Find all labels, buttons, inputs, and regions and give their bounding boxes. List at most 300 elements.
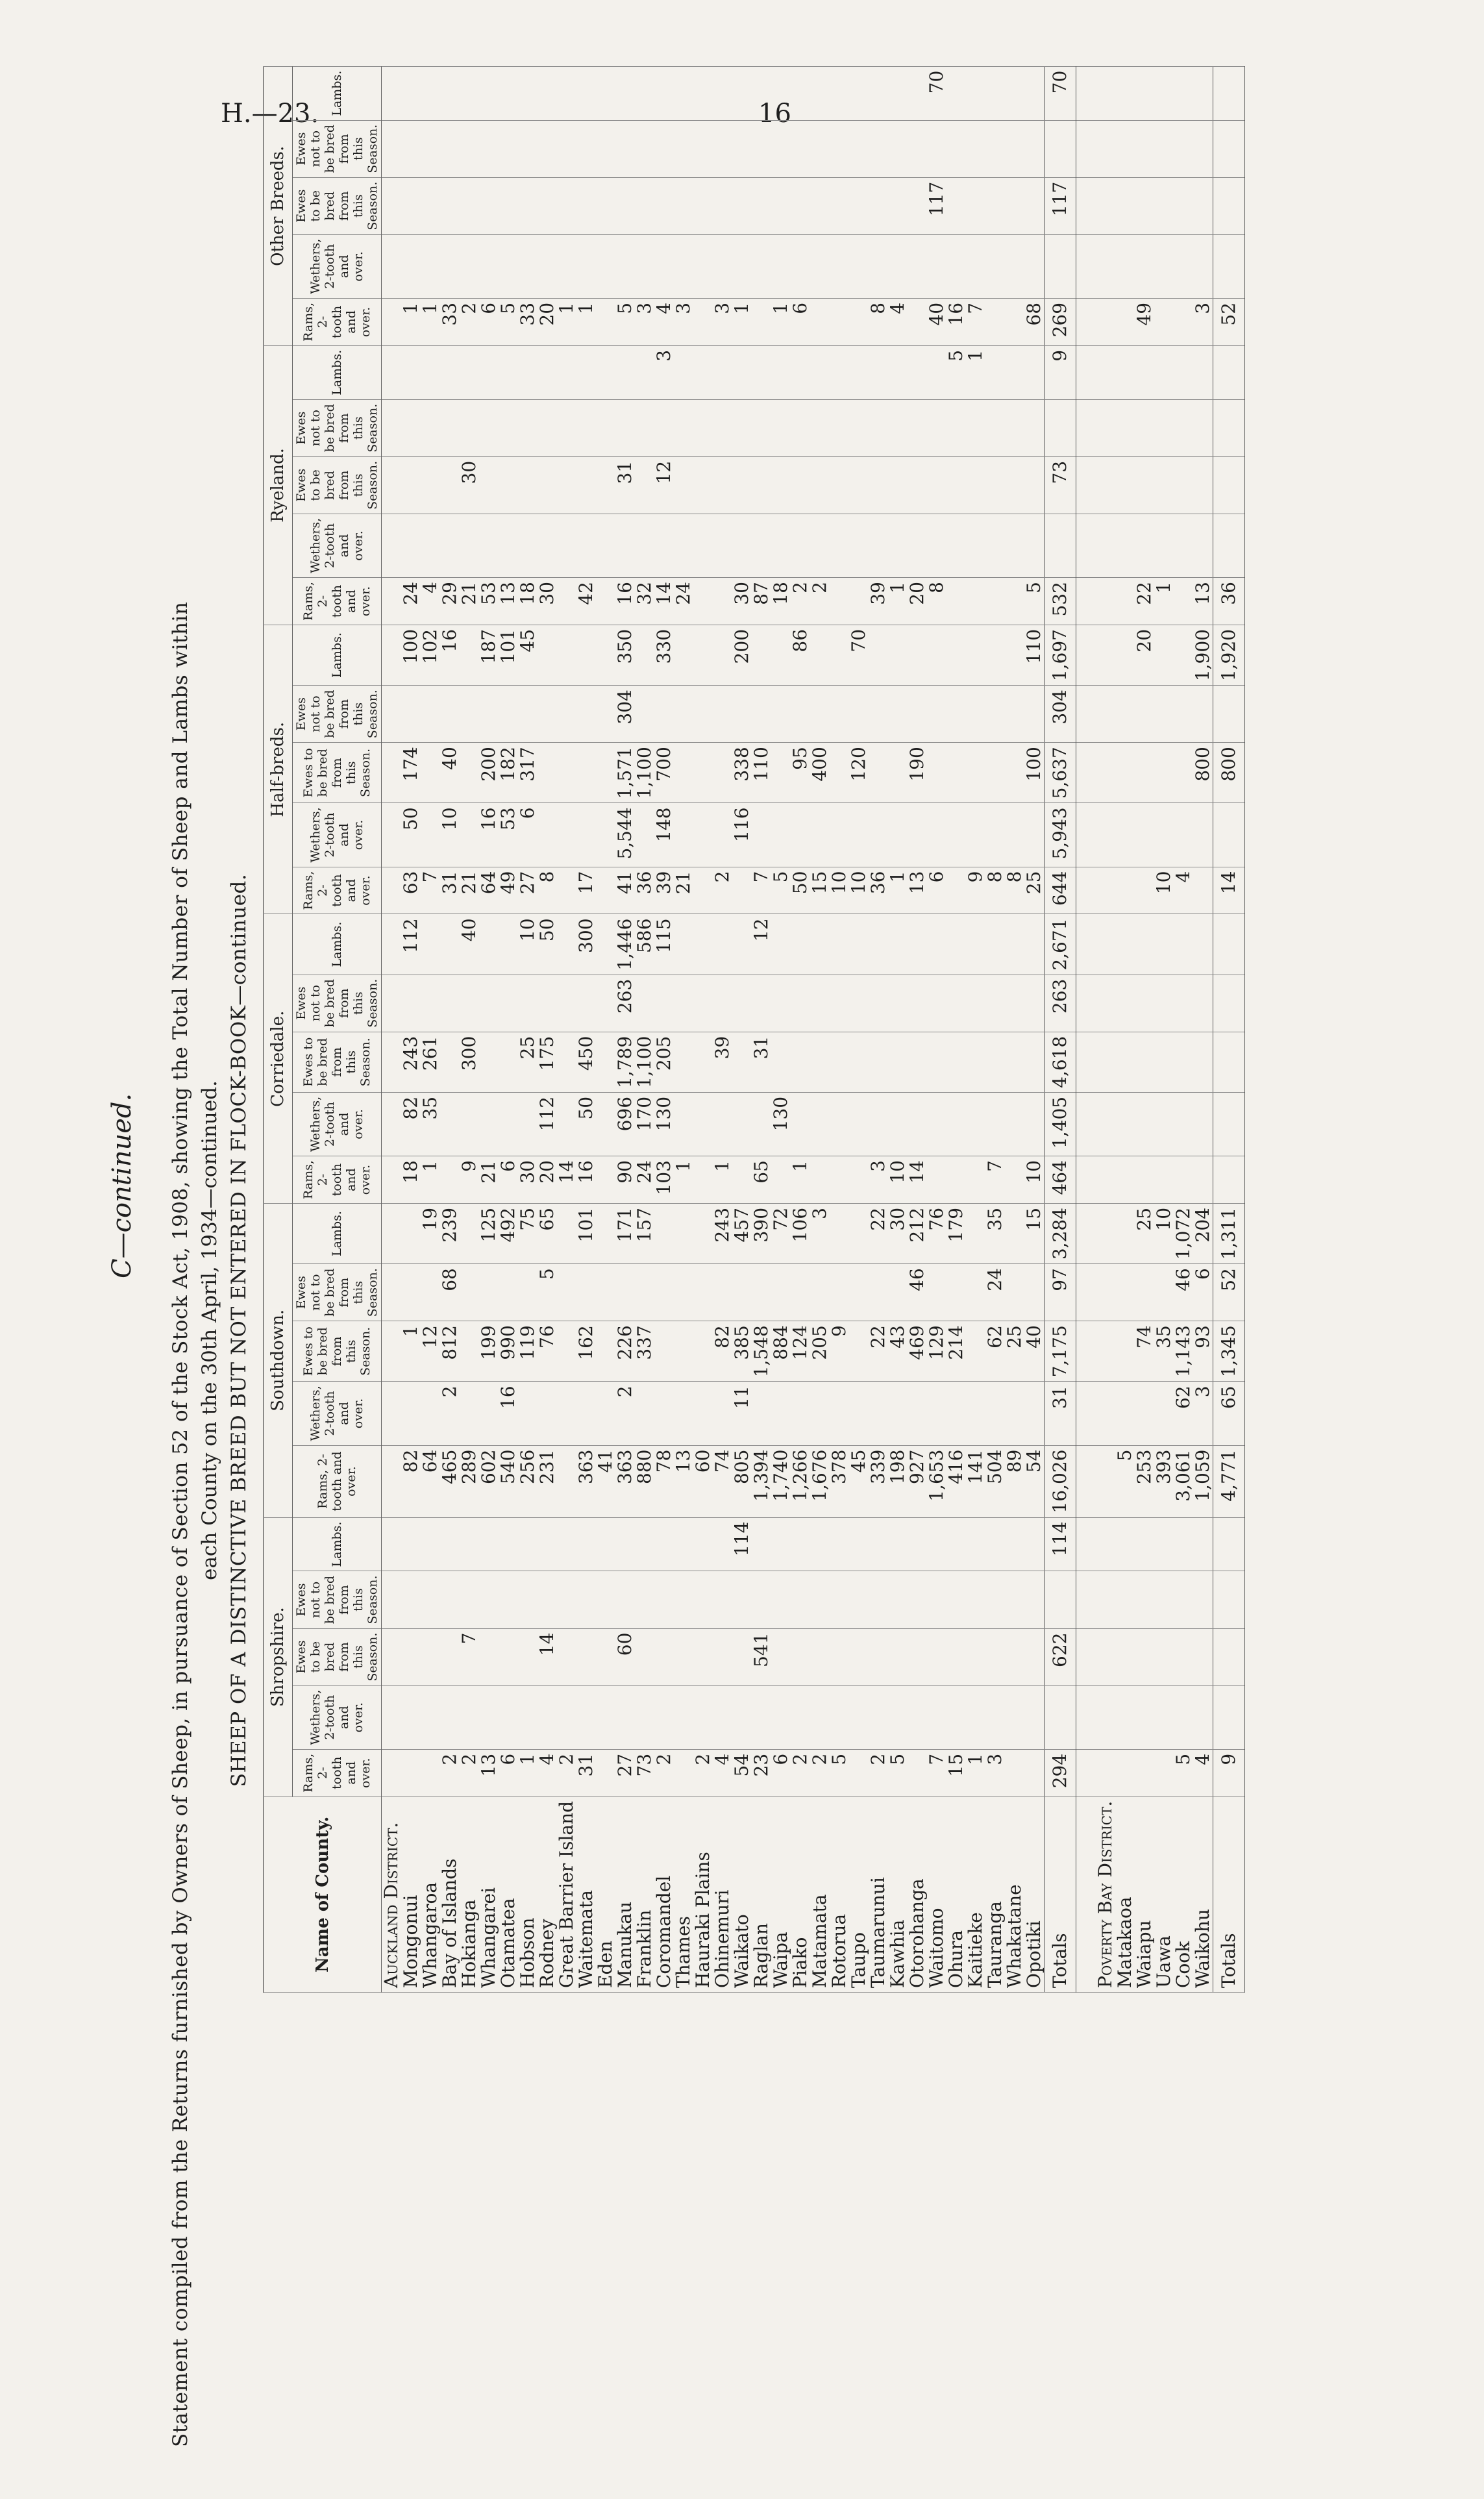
table-cell bbox=[732, 1264, 752, 1321]
table-cell bbox=[791, 234, 810, 298]
table-cell bbox=[1135, 914, 1154, 975]
table-cell bbox=[615, 66, 635, 120]
table-cell: 40 bbox=[460, 914, 479, 975]
table-cell bbox=[557, 1685, 576, 1749]
table-cell bbox=[1135, 1264, 1154, 1321]
table-cell bbox=[440, 514, 460, 577]
table-cell: 16 bbox=[615, 578, 635, 625]
table-cell bbox=[382, 1749, 402, 1797]
table-cell bbox=[596, 298, 615, 345]
table-cell bbox=[1024, 514, 1045, 577]
table-cell: 2 bbox=[440, 1382, 460, 1445]
table-cell bbox=[810, 1685, 830, 1749]
table-cell bbox=[1024, 1032, 1045, 1092]
table-cell bbox=[635, 120, 654, 177]
table-cell bbox=[1005, 1203, 1024, 1263]
table-cell bbox=[674, 1321, 693, 1382]
totals-cell bbox=[1045, 399, 1076, 456]
breed-header: Southdown. bbox=[264, 1203, 293, 1517]
table-cell bbox=[557, 399, 576, 456]
table-cell: 60 bbox=[615, 1628, 635, 1685]
column-subheader: Ewes to be bred from this Season. bbox=[293, 1321, 382, 1382]
column-subheader: Ewes to be bred from this Season. bbox=[293, 456, 382, 514]
table-cell bbox=[752, 234, 771, 298]
table-cell: 6 bbox=[518, 803, 538, 867]
table-cell bbox=[946, 1628, 966, 1685]
table-cell bbox=[985, 234, 1005, 298]
table-cell bbox=[1024, 1571, 1045, 1628]
table-cell bbox=[1024, 234, 1045, 298]
table-cell bbox=[946, 120, 966, 177]
table-cell: 4 bbox=[421, 578, 440, 625]
table-cell bbox=[654, 1517, 674, 1571]
table-cell bbox=[908, 66, 927, 120]
table-cell bbox=[635, 1571, 654, 1628]
table-cell: 31 bbox=[615, 456, 635, 514]
table-cell bbox=[460, 1571, 479, 1628]
table-cell bbox=[1174, 625, 1193, 685]
county-name: Raglan bbox=[752, 1797, 771, 1992]
table-cell: 78 bbox=[654, 1445, 674, 1517]
totals-cell bbox=[1213, 1517, 1245, 1571]
table-cell bbox=[693, 177, 713, 234]
table-cell bbox=[596, 1203, 615, 1263]
table-cell bbox=[693, 234, 713, 298]
table-cell bbox=[421, 1628, 440, 1685]
table-cell: 8 bbox=[869, 298, 888, 345]
table-cell bbox=[810, 975, 830, 1032]
table-cell bbox=[791, 1628, 810, 1685]
table-cell bbox=[966, 1203, 985, 1263]
table-cell: 10 bbox=[518, 914, 538, 975]
table-cell bbox=[1005, 1571, 1024, 1628]
table-cell bbox=[1115, 686, 1135, 743]
table-cell bbox=[401, 1571, 421, 1628]
breed-header: Ryeland. bbox=[264, 345, 293, 625]
table-cell bbox=[888, 1685, 908, 1749]
table-cell bbox=[421, 1571, 440, 1628]
totals-label: Totals bbox=[1045, 1797, 1076, 1992]
table-cell bbox=[1174, 456, 1193, 514]
table-cell bbox=[460, 66, 479, 120]
county-name: Manukau bbox=[615, 1797, 635, 1992]
table-cell bbox=[1005, 177, 1024, 234]
table-cell: 30 bbox=[732, 578, 752, 625]
table-cell bbox=[401, 1264, 421, 1321]
table-row bbox=[615, 66, 635, 1992]
table-cell: 10 bbox=[440, 803, 460, 867]
table-cell bbox=[1005, 1264, 1024, 1321]
table-cell bbox=[654, 1628, 674, 1685]
table-cell: 101 bbox=[499, 625, 518, 685]
table-cell bbox=[421, 66, 440, 120]
table-cell: 363 bbox=[576, 1445, 596, 1517]
table-cell bbox=[615, 514, 635, 577]
table-cell bbox=[1024, 177, 1045, 234]
table-cell bbox=[830, 298, 849, 345]
table-cell bbox=[713, 456, 732, 514]
table-cell: 330 bbox=[654, 625, 674, 685]
table-cell bbox=[966, 1628, 985, 1685]
table-cell: 696 bbox=[615, 1092, 635, 1156]
table-cell bbox=[1076, 66, 1096, 120]
table-cell bbox=[596, 914, 615, 975]
table-row bbox=[732, 66, 752, 1992]
table-cell bbox=[927, 1156, 946, 1204]
table-cell bbox=[908, 120, 927, 177]
table-cell bbox=[557, 1321, 576, 1382]
table-cell: 5 bbox=[499, 298, 518, 345]
county-column-header: Name of County. bbox=[264, 1797, 382, 1992]
table-cell: 10 bbox=[830, 867, 849, 914]
table-cell bbox=[596, 625, 615, 685]
table-cell: 1,789 bbox=[615, 1032, 635, 1092]
table-cell bbox=[888, 1092, 908, 1156]
table-cell bbox=[1024, 914, 1045, 975]
table-cell bbox=[518, 234, 538, 298]
table-cell bbox=[674, 120, 693, 177]
table-cell bbox=[830, 1156, 849, 1204]
table-cell bbox=[752, 625, 771, 685]
table-cell bbox=[927, 743, 946, 803]
table-cell bbox=[654, 399, 674, 456]
table-cell: 1,740 bbox=[771, 1445, 791, 1517]
table-cell bbox=[849, 399, 869, 456]
table-cell bbox=[596, 456, 615, 514]
table-cell: 317 bbox=[518, 743, 538, 803]
table-cell bbox=[888, 456, 908, 514]
table-cell: 1,900 bbox=[1193, 625, 1213, 685]
table-cell bbox=[538, 1571, 557, 1628]
table-cell bbox=[1024, 1517, 1045, 1571]
table-cell bbox=[946, 914, 966, 975]
table-cell bbox=[927, 1685, 946, 1749]
table-cell: 300 bbox=[460, 1032, 479, 1092]
table-cell: 89 bbox=[1005, 1445, 1024, 1517]
table-cell bbox=[869, 686, 888, 743]
table-cell bbox=[869, 514, 888, 577]
table-cell: 13 bbox=[499, 578, 518, 625]
table-cell bbox=[946, 578, 966, 625]
table-cell: 5 bbox=[1174, 1749, 1193, 1797]
table-cell bbox=[908, 1571, 927, 1628]
table-cell bbox=[791, 514, 810, 577]
table-cell: 29 bbox=[440, 578, 460, 625]
table-cell bbox=[1193, 803, 1213, 867]
table-cell: 40 bbox=[927, 298, 946, 345]
column-subheader: Rams, 2-tooth and over. bbox=[293, 1749, 382, 1797]
table-cell bbox=[693, 1092, 713, 1156]
table-cell bbox=[382, 975, 402, 1032]
table-cell: 54 bbox=[1024, 1445, 1045, 1517]
table-cell: 24 bbox=[985, 1264, 1005, 1321]
table-cell bbox=[382, 625, 402, 685]
statement-heading: SHEEP OF A DISTINCTIVE BREED BUT NOT ENTERED IN FLOCK-BOOK—continued. bbox=[227, 873, 251, 1787]
table-cell bbox=[830, 1571, 849, 1628]
table-cell: 24 bbox=[401, 578, 421, 625]
table-cell bbox=[908, 975, 927, 1032]
table-cell bbox=[499, 177, 518, 234]
table-cell bbox=[908, 1382, 927, 1445]
table-cell bbox=[1076, 177, 1096, 234]
table-cell bbox=[693, 1571, 713, 1628]
totals-cell: 9 bbox=[1213, 1749, 1245, 1797]
column-subheader: Ewes not to be bred from this Season. bbox=[293, 399, 382, 456]
table-cell: 198 bbox=[888, 1445, 908, 1517]
table-cell bbox=[1024, 120, 1045, 177]
table-cell bbox=[830, 456, 849, 514]
totals-cell bbox=[1213, 66, 1245, 120]
table-cell bbox=[674, 456, 693, 514]
table-cell bbox=[460, 399, 479, 456]
county-name: Kaitieke bbox=[966, 1797, 985, 1992]
table-cell bbox=[596, 66, 615, 120]
table-cell bbox=[946, 803, 966, 867]
table-cell: 170 bbox=[635, 1092, 654, 1156]
section-spacer bbox=[1076, 66, 1096, 1992]
county-name: Coromandel bbox=[654, 1797, 674, 1992]
totals-cell: 532 bbox=[1045, 578, 1076, 625]
table-cell: 10 bbox=[1154, 867, 1174, 914]
table-cell bbox=[635, 399, 654, 456]
table-cell bbox=[1005, 625, 1024, 685]
table-cell bbox=[771, 803, 791, 867]
table-cell bbox=[1115, 1321, 1135, 1382]
table-cell: 2 bbox=[440, 1749, 460, 1797]
table-cell bbox=[479, 1571, 499, 1628]
totals-cell bbox=[1213, 803, 1245, 867]
table-cell bbox=[1154, 1032, 1174, 1092]
table-cell bbox=[499, 514, 518, 577]
table-cell bbox=[596, 1571, 615, 1628]
table-cell: 14 bbox=[908, 1156, 927, 1204]
table-cell: 23 bbox=[752, 1749, 771, 1797]
table-cell bbox=[810, 298, 830, 345]
table-cell: 14 bbox=[654, 578, 674, 625]
table-cell bbox=[538, 514, 557, 577]
column-subheader: Ewes to be bred from this Season. bbox=[293, 1032, 382, 1092]
table-cell bbox=[849, 456, 869, 514]
table-cell bbox=[654, 120, 674, 177]
table-cell bbox=[440, 456, 460, 514]
table-cell bbox=[1115, 1203, 1135, 1263]
table-cell: 2 bbox=[557, 1749, 576, 1797]
table-cell bbox=[615, 177, 635, 234]
table-row bbox=[791, 66, 810, 1992]
table-cell bbox=[557, 1517, 576, 1571]
table-cell: 5 bbox=[888, 1749, 908, 1797]
table-cell: 243 bbox=[713, 1203, 732, 1263]
table-cell bbox=[771, 66, 791, 120]
table-cell bbox=[1005, 686, 1024, 743]
table-cell bbox=[1076, 1264, 1096, 1321]
table-cell bbox=[538, 345, 557, 399]
table-cell bbox=[830, 1203, 849, 1263]
table-cell bbox=[674, 1571, 693, 1628]
table-cell bbox=[966, 177, 985, 234]
table-cell bbox=[1135, 743, 1154, 803]
table-cell: 30 bbox=[538, 578, 557, 625]
table-cell bbox=[1135, 1032, 1154, 1092]
table-cell: 148 bbox=[654, 803, 674, 867]
table-cell bbox=[713, 1571, 732, 1628]
table-cell bbox=[576, 177, 596, 234]
totals-cell: 73 bbox=[1045, 456, 1076, 514]
table-cell bbox=[985, 120, 1005, 177]
table-cell bbox=[791, 345, 810, 399]
table-cell: 112 bbox=[401, 914, 421, 975]
table-cell bbox=[518, 1571, 538, 1628]
table-cell bbox=[460, 686, 479, 743]
totals-cell: 269 bbox=[1045, 298, 1076, 345]
table-cell bbox=[1174, 578, 1193, 625]
table-cell bbox=[693, 867, 713, 914]
table-cell bbox=[1154, 1685, 1174, 1749]
county-name: Franklin bbox=[635, 1797, 654, 1992]
table-cell bbox=[888, 743, 908, 803]
table-cell bbox=[713, 1685, 732, 1749]
table-body bbox=[382, 66, 1245, 1992]
table-cell bbox=[1115, 456, 1135, 514]
table-cell: 263 bbox=[615, 975, 635, 1032]
table-cell bbox=[1076, 625, 1096, 685]
county-name: Hobson bbox=[518, 1797, 538, 1992]
table-cell bbox=[1135, 975, 1154, 1032]
table-cell bbox=[518, 686, 538, 743]
table-cell: 40 bbox=[1024, 1321, 1045, 1382]
totals-cell bbox=[1213, 686, 1245, 743]
table-cell bbox=[460, 1382, 479, 1445]
table-cell bbox=[771, 120, 791, 177]
table-cell bbox=[713, 975, 732, 1032]
table-cell bbox=[440, 1092, 460, 1156]
table-cell bbox=[1115, 1382, 1135, 1445]
table-cell: 1 bbox=[771, 298, 791, 345]
table-cell bbox=[908, 1749, 927, 1797]
table-cell bbox=[966, 1321, 985, 1382]
table-cell bbox=[460, 514, 479, 577]
table-cell bbox=[1076, 234, 1096, 298]
table-cell bbox=[888, 803, 908, 867]
county-name: Ohura bbox=[946, 1797, 966, 1992]
table-cell bbox=[946, 1517, 966, 1571]
table-cell bbox=[869, 177, 888, 234]
table-cell bbox=[557, 1382, 576, 1445]
table-cell bbox=[401, 66, 421, 120]
table-cell bbox=[946, 66, 966, 120]
table-cell: 18 bbox=[518, 578, 538, 625]
table-cell bbox=[1115, 625, 1135, 685]
totals-cell bbox=[1213, 345, 1245, 399]
table-cell: 50 bbox=[538, 914, 557, 975]
table-cell bbox=[479, 234, 499, 298]
table-cell bbox=[946, 686, 966, 743]
table-row bbox=[538, 66, 557, 1992]
table-cell bbox=[693, 1156, 713, 1204]
table-cell bbox=[1005, 803, 1024, 867]
table-cell bbox=[1096, 345, 1115, 399]
table-cell bbox=[966, 914, 985, 975]
table-cell bbox=[908, 514, 927, 577]
table-cell bbox=[830, 1517, 849, 1571]
table-cell bbox=[1115, 1517, 1135, 1571]
table-cell: 261 bbox=[421, 1032, 440, 1092]
table-cell bbox=[810, 456, 830, 514]
table-cell bbox=[576, 686, 596, 743]
table-cell bbox=[1154, 66, 1174, 120]
table-cell bbox=[693, 345, 713, 399]
table-cell bbox=[713, 177, 732, 234]
table-cell: 1 bbox=[966, 345, 985, 399]
table-cell bbox=[810, 1264, 830, 1321]
table-cell bbox=[908, 914, 927, 975]
table-cell: 504 bbox=[985, 1445, 1005, 1517]
table-cell: 2 bbox=[460, 298, 479, 345]
table-cell bbox=[557, 803, 576, 867]
table-cell bbox=[1174, 975, 1193, 1032]
table-cell: 103 bbox=[654, 1156, 674, 1204]
table-cell: 5,544 bbox=[615, 803, 635, 867]
table-cell: 19 bbox=[421, 1203, 440, 1263]
table-cell bbox=[693, 399, 713, 456]
table-cell bbox=[1154, 1749, 1174, 1797]
table-cell bbox=[1193, 345, 1213, 399]
table-cell bbox=[1174, 914, 1193, 975]
table-cell bbox=[810, 625, 830, 685]
table-cell: 42 bbox=[576, 578, 596, 625]
column-subheader: Wethers, 2-tooth and over. bbox=[293, 1092, 382, 1156]
table-cell: 2 bbox=[791, 578, 810, 625]
county-name: Taupo bbox=[849, 1797, 869, 1992]
table-cell bbox=[518, 1382, 538, 1445]
table-cell bbox=[1076, 1797, 1096, 1992]
table-cell bbox=[1193, 1571, 1213, 1628]
table-cell bbox=[635, 66, 654, 120]
table-cell bbox=[421, 914, 440, 975]
table-cell bbox=[1115, 975, 1135, 1032]
table-cell bbox=[674, 1264, 693, 1321]
table-cell: 60 bbox=[693, 1445, 713, 1517]
table-cell bbox=[732, 399, 752, 456]
table-cell: 1,059 bbox=[1193, 1445, 1213, 1517]
table-cell bbox=[985, 578, 1005, 625]
table-cell: 800 bbox=[1193, 743, 1213, 803]
table-cell bbox=[966, 975, 985, 1032]
table-cell bbox=[1096, 975, 1115, 1032]
table-cell: 9 bbox=[830, 1321, 849, 1382]
table-cell bbox=[674, 234, 693, 298]
totals-cell: 5,943 bbox=[1045, 803, 1076, 867]
table-cell bbox=[1174, 66, 1193, 120]
table-cell: 16 bbox=[440, 625, 460, 685]
table-cell: 5 bbox=[946, 345, 966, 399]
table-cell bbox=[1154, 234, 1174, 298]
table-cell bbox=[401, 686, 421, 743]
table-cell: 300 bbox=[576, 914, 596, 975]
table-cell bbox=[1096, 120, 1115, 177]
totals-cell bbox=[1213, 914, 1245, 975]
table-cell bbox=[1174, 120, 1193, 177]
table-cell bbox=[946, 625, 966, 685]
table-cell bbox=[1135, 456, 1154, 514]
table-cell: 125 bbox=[479, 1203, 499, 1263]
county-name: Waitomo bbox=[927, 1797, 946, 1992]
table-cell bbox=[908, 625, 927, 685]
table-cell bbox=[966, 1517, 985, 1571]
table-cell bbox=[888, 1517, 908, 1571]
table-cell bbox=[713, 514, 732, 577]
table-cell: 115 bbox=[654, 914, 674, 975]
